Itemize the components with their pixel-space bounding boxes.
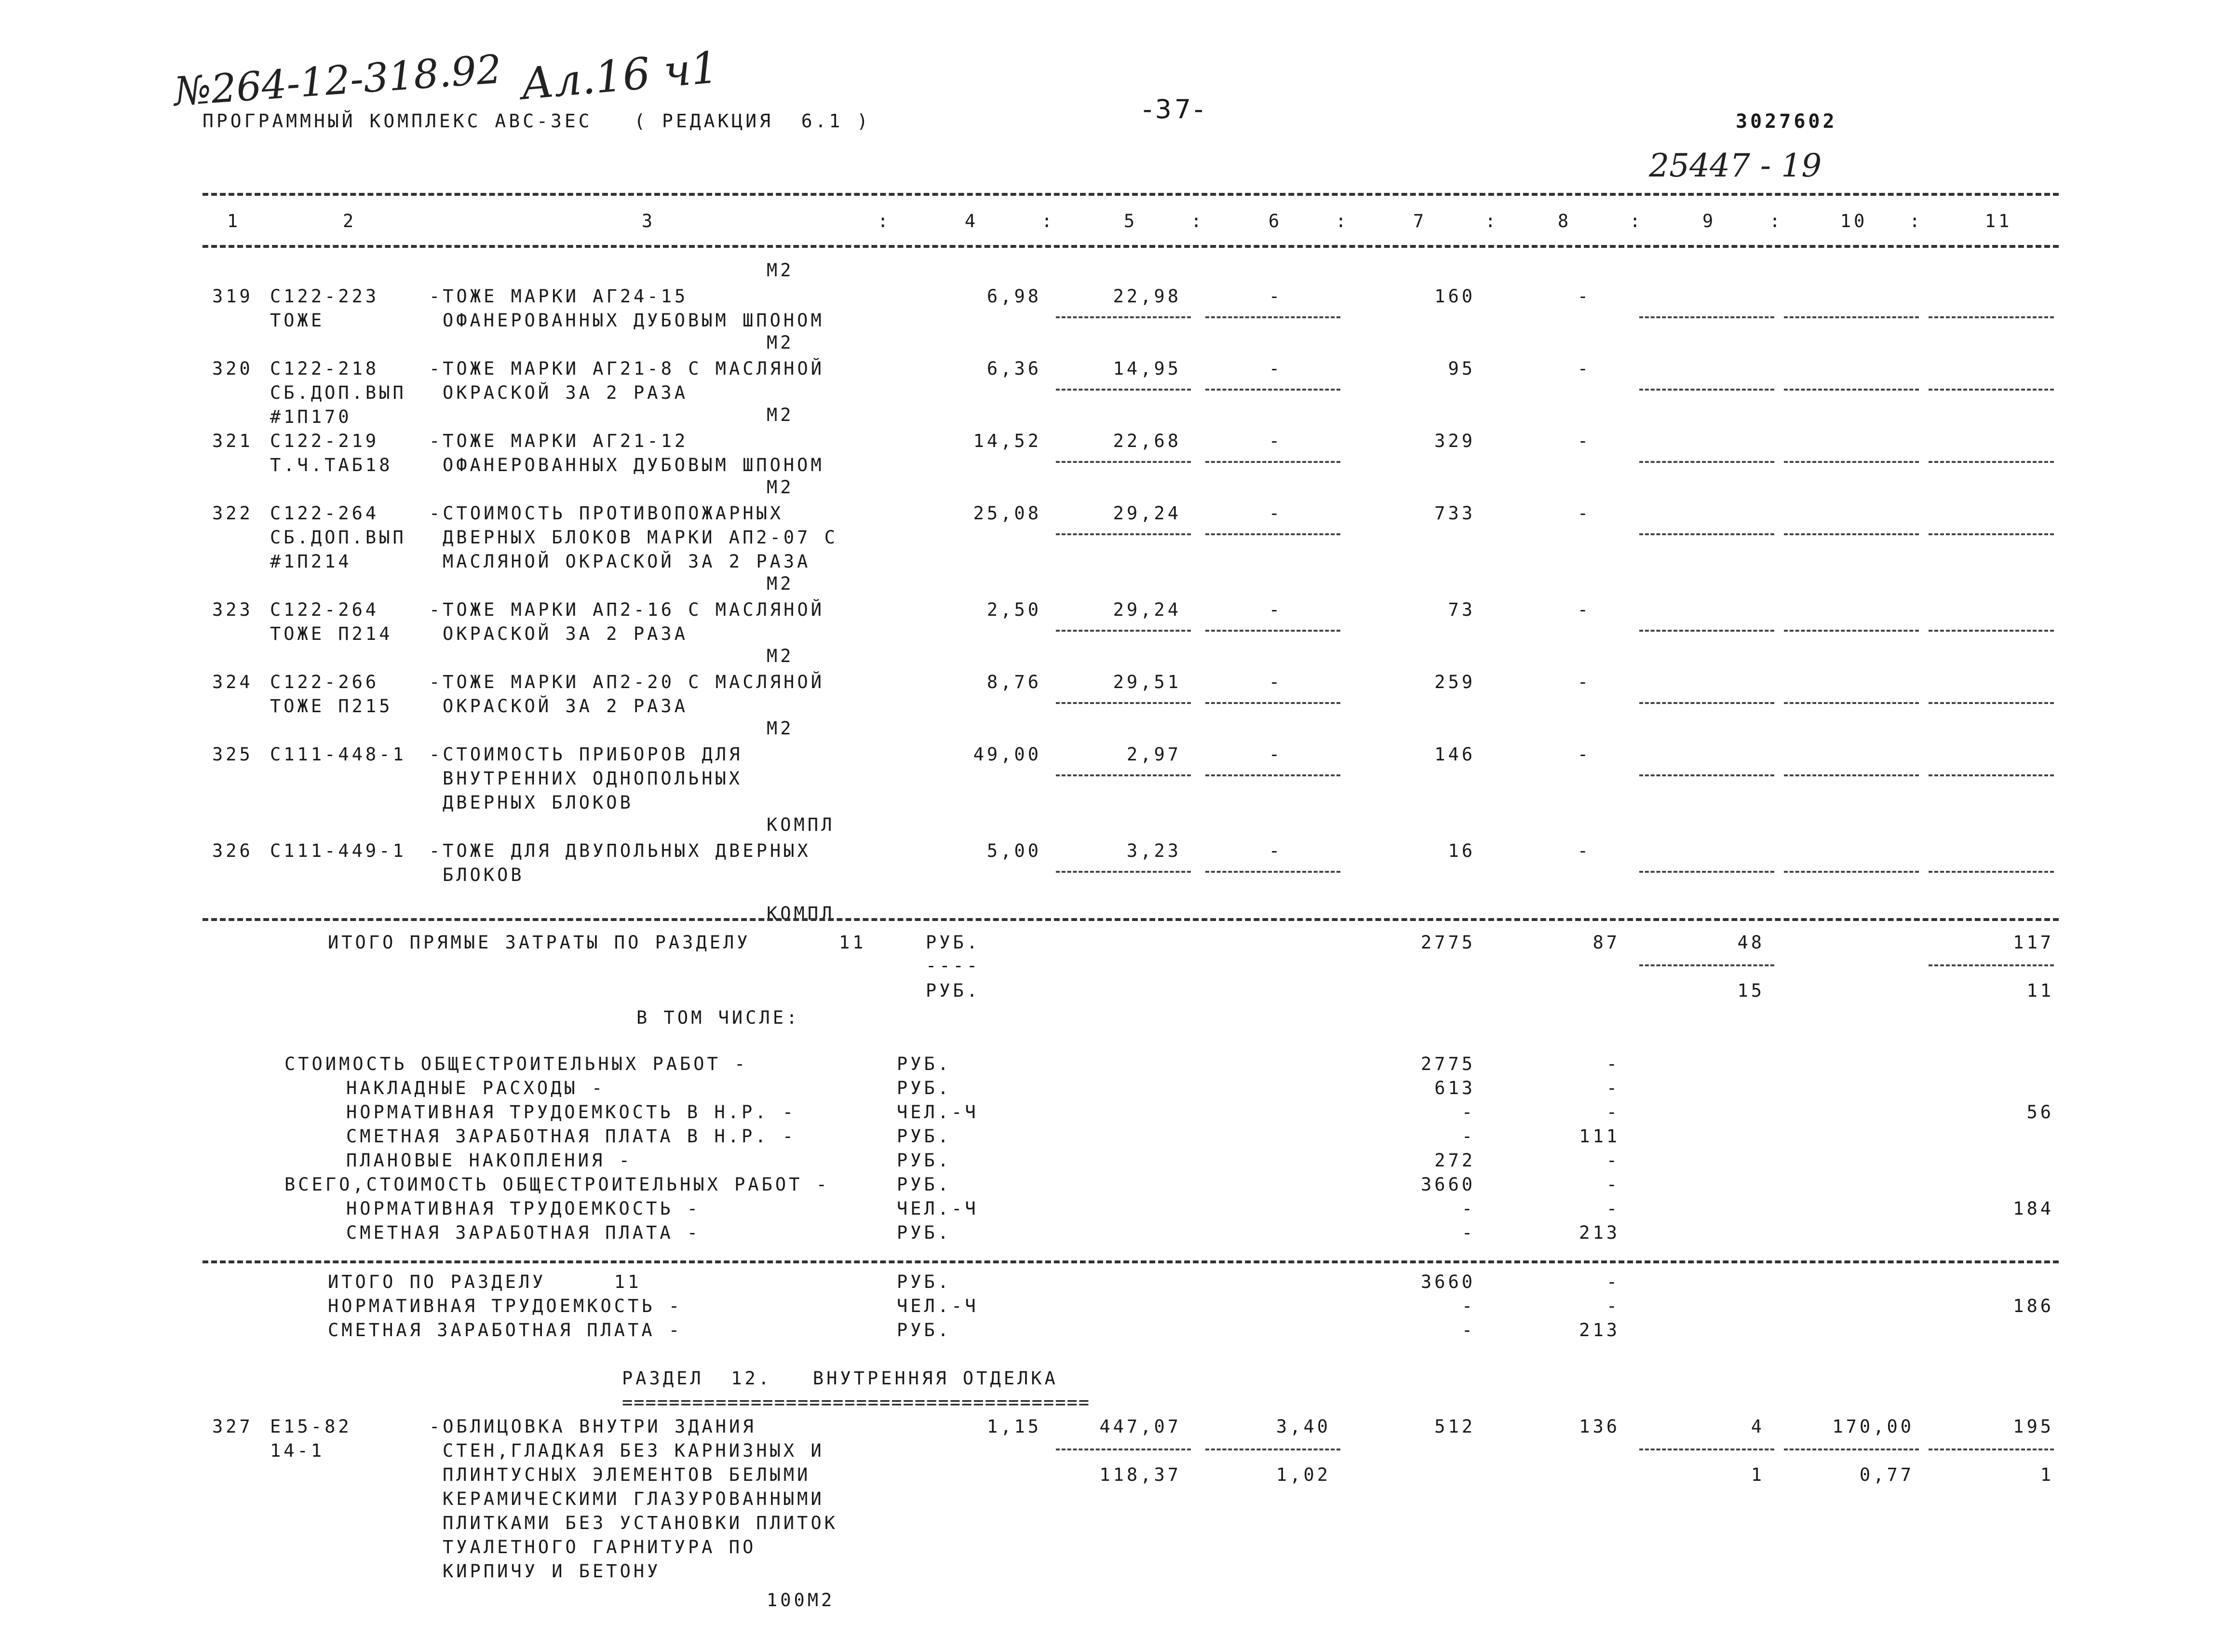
item-c6: -	[1269, 599, 1282, 620]
breakdown-label: ПЛАНОВЫЕ НАКОПЛЕНИЯ -	[346, 1150, 633, 1171]
column-separator: :	[1485, 211, 1499, 231]
item-c5-rule	[1056, 630, 1191, 632]
section-total-label: НОРМАТИВНАЯ ТРУДОЕМКОСТЬ -	[328, 1296, 683, 1316]
breakdown-unit: РУБ.	[897, 1078, 952, 1098]
handwritten-reference: №264-12-318.92	[172, 46, 503, 115]
section-total-c7: -	[1461, 1320, 1475, 1341]
item-code: С122-219	[270, 431, 379, 451]
breakdown-unit: РУБ.	[897, 1054, 952, 1074]
item-c5-rule	[1056, 389, 1191, 391]
breakdown-unit: РУБ.	[897, 1126, 952, 1147]
item-c10-rule	[1784, 461, 1919, 463]
direct-costs-unit-2: РУБ.	[926, 980, 981, 1001]
item-c11-rule	[1929, 702, 2054, 704]
column-number-10: 10	[1840, 211, 1868, 231]
item-c5: 22,98	[1113, 286, 1181, 307]
item-c11-rule	[1929, 389, 2054, 391]
item-327-c9: 4	[1751, 1416, 1765, 1437]
item-c5-rule	[1056, 774, 1191, 776]
item-description-line: ОФАНЕРОВАННЫХ ДУБОВЫМ ШПОНОМ	[443, 310, 824, 331]
item-c9-rule	[1639, 389, 1774, 391]
section-total-c11: 186	[2013, 1296, 2054, 1316]
column-number-7: 7	[1413, 211, 1427, 231]
direct-costs-c11b: 11	[2026, 980, 2054, 1001]
breakdown-label: СМЕТНАЯ ЗАРАБОТНАЯ ПЛАТА -	[346, 1222, 701, 1243]
item-code-2: СБ.ДОП.ВЫП	[270, 382, 406, 403]
item-327-c11-rule	[1929, 1449, 2054, 1450]
breakdown-unit: РУБ.	[897, 1150, 952, 1171]
item-description-line: -СТОИМОСТЬ ПРОТИВОПОЖАРНЫХ	[429, 503, 784, 524]
item-c7: 160	[1434, 286, 1475, 307]
direct-costs-c11-rule	[1929, 964, 2054, 966]
breakdown-c7: 3660	[1420, 1174, 1475, 1195]
breakdown-unit: ЧЕЛ.-Ч	[897, 1198, 979, 1219]
page-number: -37-	[1143, 94, 1206, 124]
item-c7: 16	[1448, 840, 1475, 861]
column-separator: :	[1630, 211, 1644, 231]
breakdown-c11: 184	[2013, 1198, 2054, 1219]
item-number: 322	[212, 503, 253, 524]
item-c8: -	[1577, 840, 1591, 861]
breakdown-c8: 213	[1579, 1222, 1620, 1243]
column-number-2: 2	[342, 211, 357, 231]
item-description-line: -ТОЖЕ ДЛЯ ДВУПОЛЬНЫХ ДВЕРНЫХ	[429, 840, 811, 861]
item-c4: 8,76	[986, 672, 1041, 692]
direct-costs-section: 11	[839, 932, 866, 953]
column-separator: :	[1909, 211, 1923, 231]
item-description-line: -ТОЖЕ МАРКИ АП2-20 С МАСЛЯНОЙ	[429, 672, 825, 692]
breakdown-c7: 272	[1434, 1150, 1475, 1171]
breakdown-label: СМЕТНАЯ ЗАРАБОТНАЯ ПЛАТА В Н.Р. -	[346, 1126, 796, 1147]
item-c8: -	[1577, 672, 1591, 692]
breakdown-c7: -	[1461, 1222, 1475, 1243]
item-c6: -	[1269, 744, 1282, 765]
item-code-2: СБ.ДОП.ВЫП	[270, 527, 406, 548]
item-c10-rule	[1784, 533, 1919, 535]
item-c5: 22,68	[1113, 431, 1181, 451]
section-total-unit: РУБ.	[897, 1272, 952, 1292]
item-unit-bottom: КОМПЛ	[767, 903, 835, 924]
breakdown-c7: -	[1461, 1198, 1475, 1219]
item-327-c9-rule	[1639, 1449, 1774, 1450]
item-c7: 733	[1434, 503, 1475, 524]
breakdown-unit: ЧЕЛ.-Ч	[897, 1102, 979, 1123]
item-unit-top: М2	[767, 573, 794, 594]
breakdown-c11: 56	[2026, 1102, 2054, 1123]
item-c4: 14,52	[973, 431, 1041, 451]
item-327-code2: 14-1	[270, 1440, 325, 1461]
item-c5: 2,97	[1126, 744, 1181, 765]
item-c5-rule	[1056, 316, 1191, 318]
item-c10-rule	[1784, 871, 1919, 873]
item-unit-top: М2	[767, 646, 794, 666]
section-total-unit: РУБ.	[897, 1320, 952, 1341]
item-code-2: ТОЖЕ П215	[270, 696, 393, 717]
item-c5-rule	[1056, 461, 1191, 463]
item-c7: 95	[1448, 358, 1475, 379]
item-c11-rule	[1929, 871, 2054, 873]
item-c9-rule	[1639, 871, 1774, 873]
item-c6-rule	[1205, 774, 1340, 776]
item-description-line: -ТОЖЕ МАРКИ АГ21-12	[429, 431, 688, 451]
section-12-underline: ========================================	[622, 1392, 1091, 1413]
item-c8: -	[1577, 358, 1591, 379]
header-bottom-rule	[202, 245, 2059, 248]
item-code: С122-223	[270, 286, 379, 307]
item-description-line: -ТОЖЕ МАРКИ АГ21-8 С МАСЛЯНОЙ	[429, 358, 825, 379]
item-327-desc-0: -ОБЛИЦОВКА ВНУТРИ ЗДАНИЯ	[429, 1416, 756, 1437]
item-327-desc-4: ПЛИТКАМИ БЕЗ УСТАНОВКИ ПЛИТОК	[443, 1513, 838, 1533]
breakdown-c7: 2775	[1420, 1054, 1475, 1074]
item-c11-rule	[1929, 774, 2054, 776]
item-code-2: ТОЖЕ	[270, 310, 325, 331]
handwritten-sheet: Ал.16 ч1	[519, 42, 721, 110]
item-327-c11b: 1	[2040, 1464, 2054, 1485]
item-c6-rule	[1205, 630, 1340, 632]
breakdown-label: НОРМАТИВНАЯ ТРУДОЕМКОСТЬ В Н.Р. -	[346, 1102, 796, 1123]
item-description-line: ОФАНЕРОВАННЫХ ДУБОВЫМ ШПОНОМ	[443, 455, 824, 475]
item-code-2: Т.Ч.ТАБ18	[270, 455, 393, 475]
breakdown-c7: -	[1461, 1126, 1475, 1147]
column-number-5: 5	[1123, 211, 1138, 231]
item-327-no: 327	[212, 1416, 253, 1437]
breakdown-c8: -	[1606, 1078, 1620, 1098]
item-327-desc-1: СТЕН,ГЛАДКАЯ БЕЗ КАРНИЗНЫХ И	[443, 1440, 824, 1461]
item-c7: 329	[1434, 431, 1475, 451]
breakdown-label: ВСЕГО,СТОИМОСТЬ ОБЩЕСТРОИТЕЛЬНЫХ РАБОТ -	[284, 1174, 830, 1195]
item-327-c10: 170,00	[1832, 1416, 1914, 1437]
item-c6: -	[1269, 358, 1282, 379]
item-c10-rule	[1784, 630, 1919, 632]
item-c10-rule	[1784, 702, 1919, 704]
item-number: 321	[212, 431, 253, 451]
including-heading: В ТОМ ЧИСЛЕ:	[636, 1007, 800, 1028]
item-c6-rule	[1205, 702, 1340, 704]
item-c4: 5,00	[986, 840, 1041, 861]
item-code: С111-448-1	[270, 744, 406, 765]
section-total-c8: 213	[1579, 1320, 1620, 1341]
breakdown-c7: -	[1461, 1102, 1475, 1123]
section-total-label: СМЕТНАЯ ЗАРАБОТНАЯ ПЛАТА -	[328, 1320, 683, 1341]
item-327-c10b: 0,77	[1859, 1464, 1914, 1485]
item-c6-rule	[1205, 533, 1340, 535]
item-327-c6b: 1,02	[1276, 1464, 1331, 1485]
column-number-6: 6	[1268, 211, 1282, 231]
breakdown-c8: 111	[1579, 1126, 1620, 1147]
item-327-desc-3: КЕРАМИЧЕСКИМИ ГЛАЗУРОВАННЫМИ	[443, 1489, 824, 1509]
column-separator: :	[1041, 211, 1055, 231]
item-number: 325	[212, 744, 253, 765]
item-c6-rule	[1205, 871, 1340, 873]
section-total-c7: 3660	[1420, 1272, 1475, 1292]
breakdown-unit: РУБ.	[897, 1174, 952, 1195]
item-c11-rule	[1929, 533, 2054, 535]
column-number-3: 3	[641, 211, 656, 231]
item-c4: 49,00	[973, 744, 1041, 765]
item-code: С122-218	[270, 358, 379, 379]
direct-costs-c9: 48	[1737, 932, 1765, 953]
item-c7: 146	[1434, 744, 1475, 765]
item-unit-top: М2	[767, 718, 794, 739]
item-number: 324	[212, 672, 253, 692]
breakdown-bottom-rule	[202, 1260, 2059, 1263]
item-description-line: ОКРАСКОЙ ЗА 2 РАЗА	[443, 382, 688, 403]
section-total-c7: -	[1461, 1296, 1475, 1316]
item-327-desc-2: ПЛИНТУСНЫХ ЭЛЕМЕНТОВ БЕЛЫМИ	[443, 1464, 811, 1485]
breakdown-c8: -	[1606, 1150, 1620, 1171]
section-total-c8: -	[1606, 1296, 1620, 1316]
item-c5-rule	[1056, 533, 1191, 535]
breakdown-c8: -	[1606, 1174, 1620, 1195]
item-c5-rule	[1056, 871, 1191, 873]
section-total-label: ИТОГО ПО РАЗДЕЛУ 11	[328, 1272, 642, 1292]
item-c8: -	[1577, 503, 1591, 524]
item-code: С122-266	[270, 672, 379, 692]
column-number-11: 11	[1984, 211, 2012, 231]
item-327-unit: 100М2	[767, 1590, 835, 1611]
document-code: 3027602	[1736, 110, 1837, 133]
item-description-line: ОКРАСКОЙ ЗА 2 РАЗА	[443, 696, 688, 717]
item-c5: 3,23	[1126, 840, 1181, 861]
item-327-c10-rule	[1784, 1449, 1919, 1450]
item-c10-rule	[1784, 389, 1919, 391]
item-327-c6: 3,40	[1276, 1416, 1331, 1437]
item-c5-rule	[1056, 702, 1191, 704]
column-separator: :	[1769, 211, 1783, 231]
item-c10-rule	[1784, 316, 1919, 318]
section-total-c8: -	[1606, 1272, 1620, 1292]
direct-costs-dash: ----	[926, 955, 981, 976]
item-unit-top: М2	[767, 260, 794, 281]
item-unit-top: КОМПЛ	[767, 814, 835, 835]
item-c8: -	[1577, 744, 1591, 765]
item-327-c5b: 118,37	[1099, 1464, 1181, 1485]
item-description-line: ДВЕРНЫХ БЛОКОВ	[443, 792, 634, 813]
item-c5: 29,24	[1113, 599, 1181, 620]
item-c5: 29,51	[1113, 672, 1181, 692]
item-327-c4: 1,15	[986, 1416, 1041, 1437]
item-number: 319	[212, 286, 253, 307]
item-c6: -	[1269, 503, 1282, 524]
item-c4: 6,36	[986, 358, 1041, 379]
direct-costs-label: ИТОГО ПРЯМЫЕ ЗАТРАТЫ ПО РАЗДЕЛУ	[328, 932, 751, 953]
direct-costs-c9-rule	[1639, 964, 1774, 966]
item-c7: 259	[1434, 672, 1475, 692]
item-c5: 14,95	[1113, 358, 1181, 379]
item-description-line: -ТОЖЕ МАРКИ АГ24-15	[429, 286, 688, 307]
column-number-9: 9	[1702, 211, 1716, 231]
item-unit-top: М2	[767, 477, 794, 498]
top-rule	[202, 193, 2059, 196]
item-c9-rule	[1639, 774, 1774, 776]
item-327-c5: 447,07	[1099, 1416, 1181, 1437]
direct-costs-c8: 87	[1593, 932, 1620, 953]
item-327-c5-rule	[1056, 1449, 1191, 1450]
breakdown-c8: -	[1606, 1102, 1620, 1123]
handwritten-number: 25447 - 19	[1649, 147, 1822, 184]
item-number: 323	[212, 599, 253, 620]
item-c11-rule	[1929, 630, 2054, 632]
item-c9-rule	[1639, 533, 1774, 535]
items-bottom-rule	[202, 918, 2059, 921]
item-c11-rule	[1929, 461, 2054, 463]
item-c6: -	[1269, 286, 1282, 307]
item-c7: 73	[1448, 599, 1475, 620]
item-c11-rule	[1929, 316, 2054, 318]
item-code: С122-264	[270, 599, 379, 620]
item-c9-rule	[1639, 702, 1774, 704]
item-code-3: #1П170	[270, 406, 352, 427]
item-327-code: Е15-82	[270, 1416, 352, 1437]
item-description-line: ВНУТРЕННИХ ОДНОПОЛЬНЫХ	[443, 768, 743, 789]
item-code-3: #1П214	[270, 551, 352, 572]
item-c9-rule	[1639, 461, 1774, 463]
item-327-c7: 512	[1434, 1416, 1475, 1437]
breakdown-c8: -	[1606, 1054, 1620, 1074]
column-separator: :	[1336, 211, 1350, 231]
item-description-line: ДВЕРНЫХ БЛОКОВ МАРКИ АП2-07 С	[443, 527, 838, 548]
column-separator: :	[877, 211, 891, 231]
breakdown-unit: РУБ.	[897, 1222, 952, 1243]
section-12-title: РАЗДЕЛ 12. ВНУТРЕННЯЯ ОТДЕЛКА	[622, 1368, 1058, 1389]
item-unit-top: М2	[767, 405, 794, 425]
item-number: 320	[212, 358, 253, 379]
breakdown-c7: 613	[1434, 1078, 1475, 1098]
item-code: С122-264	[270, 503, 379, 524]
column-number-1: 1	[227, 211, 241, 231]
item-description-line: МАСЛЯНОЙ ОКРАСКОЙ ЗА 2 РАЗА	[443, 551, 811, 572]
item-c6-rule	[1205, 389, 1340, 391]
item-327-desc-6: КИРПИЧУ И БЕТОНУ	[443, 1561, 661, 1582]
item-c6: -	[1269, 840, 1282, 861]
section-total-unit: ЧЕЛ.-Ч	[897, 1296, 979, 1316]
item-c8: -	[1577, 286, 1591, 307]
item-c6-rule	[1205, 461, 1340, 463]
breakdown-label: СТОИМОСТЬ ОБЩЕСТРОИТЕЛЬНЫХ РАБОТ -	[284, 1054, 748, 1074]
item-c6: -	[1269, 431, 1282, 451]
item-unit-top: М2	[767, 332, 794, 353]
program-title: ПРОГРАММНЫЙ КОМПЛЕКС АВС-3ЕС ( РЕДАКЦИЯ 6.1 )	[202, 110, 871, 132]
item-description-line: -СТОИМОСТЬ ПРИБОРОВ ДЛЯ	[429, 744, 743, 765]
column-number-4: 4	[964, 211, 979, 231]
item-c4: 25,08	[973, 503, 1041, 524]
item-c4: 2,50	[986, 599, 1041, 620]
breakdown-c8: -	[1606, 1198, 1620, 1219]
direct-costs-c7: 2775	[1420, 932, 1475, 953]
item-327-c6-rule	[1205, 1449, 1340, 1450]
item-c10-rule	[1784, 774, 1919, 776]
item-description-line: -ТОЖЕ МАРКИ АП2-16 С МАСЛЯНОЙ	[429, 599, 825, 620]
item-c9-rule	[1639, 630, 1774, 632]
item-c5: 29,24	[1113, 503, 1181, 524]
item-c8: -	[1577, 599, 1591, 620]
item-c9-rule	[1639, 316, 1774, 318]
item-c6: -	[1269, 672, 1282, 692]
breakdown-label: НОРМАТИВНАЯ ТРУДОЕМКОСТЬ -	[346, 1198, 701, 1219]
item-327-c11: 195	[2013, 1416, 2054, 1437]
item-c6-rule	[1205, 316, 1340, 318]
direct-costs-c11: 117	[2013, 932, 2054, 953]
column-separator: :	[1191, 211, 1205, 231]
item-c8: -	[1577, 431, 1591, 451]
breakdown-label: НАКЛАДНЫЕ РАСХОДЫ -	[346, 1078, 606, 1098]
item-description-line: БЛОКОВ	[443, 865, 525, 885]
item-c4: 6,98	[986, 286, 1041, 307]
direct-costs-unit: РУБ.	[926, 932, 981, 953]
item-code-2: ТОЖЕ П214	[270, 623, 393, 644]
direct-costs-c9b: 15	[1737, 980, 1765, 1001]
item-description-line: ОКРАСКОЙ ЗА 2 РАЗА	[443, 623, 688, 644]
item-327-desc-5: ТУАЛЕТНОГО ГАРНИТУРА ПО	[443, 1537, 756, 1557]
item-327-c9b: 1	[1751, 1464, 1765, 1485]
item-327-c8: 136	[1579, 1416, 1620, 1437]
item-code: С111-449-1	[270, 840, 406, 861]
item-number: 326	[212, 840, 253, 861]
column-number-8: 8	[1557, 211, 1572, 231]
